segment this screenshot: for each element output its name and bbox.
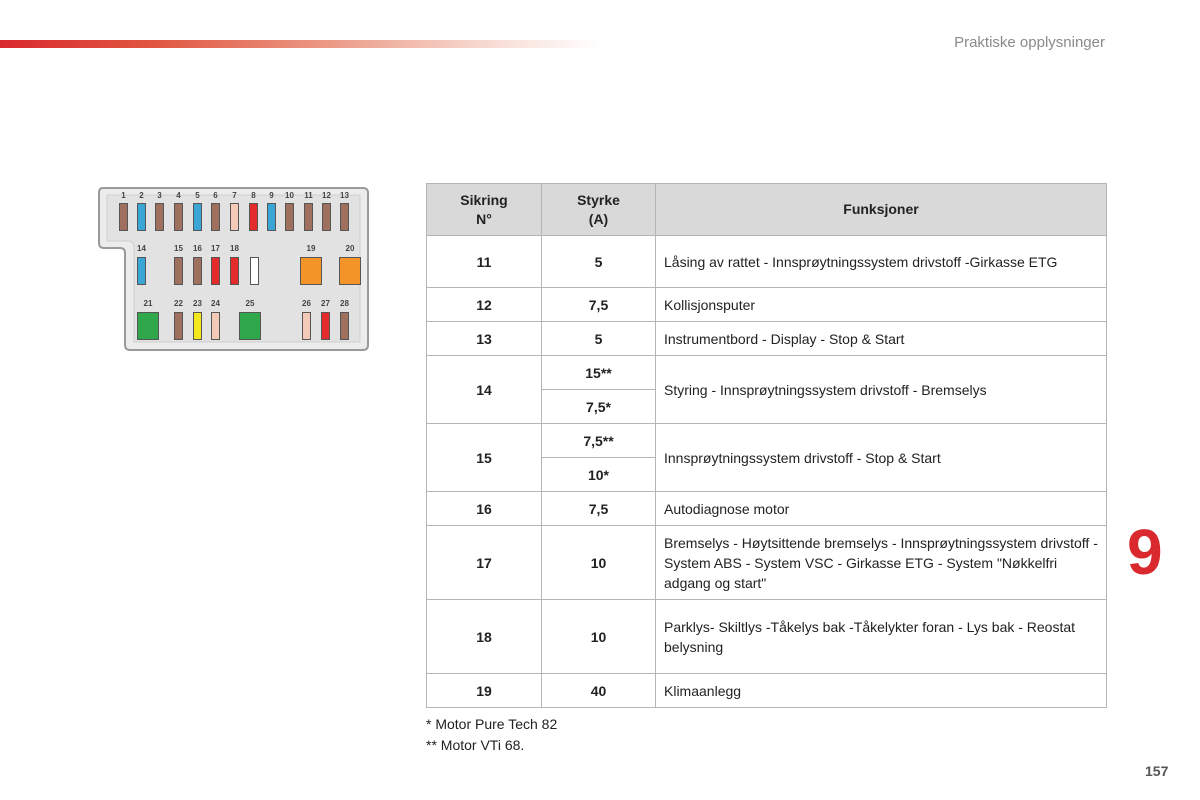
fuse-24 bbox=[211, 312, 220, 340]
fuse-13 bbox=[340, 203, 349, 231]
header-funksjoner bbox=[656, 184, 1107, 236]
fuse-14 bbox=[137, 257, 146, 285]
page-number: 157 bbox=[1145, 763, 1169, 779]
fuse-number: 16 bbox=[427, 492, 542, 526]
fuse-label-9: 9 bbox=[269, 191, 274, 200]
table-row bbox=[427, 322, 1107, 356]
fuse-label-6: 6 bbox=[213, 191, 218, 200]
fuse-label-19: 19 bbox=[306, 244, 316, 253]
fuse-label-27: 27 bbox=[321, 299, 330, 308]
chapter-number: 9 bbox=[1127, 516, 1163, 588]
fuse-label-18: 18 bbox=[230, 244, 239, 253]
header-accent-bar bbox=[0, 40, 600, 48]
fuse-amperage: 10 bbox=[542, 526, 656, 600]
fuse-label-4: 4 bbox=[176, 191, 181, 200]
footnote: ** Motor VTi 68. bbox=[426, 737, 525, 753]
fuse-label-22: 22 bbox=[174, 299, 183, 308]
fuse-label-5: 5 bbox=[195, 191, 200, 200]
fuse-6 bbox=[211, 203, 220, 231]
table-row bbox=[427, 600, 1107, 674]
fuse-11 bbox=[304, 203, 313, 231]
fuse-function: Autodiagnose motor bbox=[656, 492, 1107, 526]
fuse-label-16: 16 bbox=[193, 244, 202, 253]
fuse-number: 14 bbox=[427, 356, 542, 424]
fuse-amperage: 40 bbox=[542, 674, 656, 708]
fuse-function: Instrumentbord - Display - Stop & Start bbox=[656, 322, 1107, 356]
fuse-9 bbox=[267, 203, 276, 231]
header-funksjoner-label: Funksjoner bbox=[843, 201, 919, 217]
fuse-18 bbox=[230, 257, 239, 285]
fuse-label-28: 28 bbox=[340, 299, 349, 308]
fuse-label-1: 1 bbox=[121, 191, 126, 200]
fuse-3 bbox=[155, 203, 164, 231]
table-row bbox=[427, 236, 1107, 288]
table-row bbox=[427, 492, 1107, 526]
fuse-7 bbox=[230, 203, 239, 231]
fuse-amperage: 7,5 bbox=[542, 288, 656, 322]
fuse-label-24: 24 bbox=[211, 299, 220, 308]
fuse-2 bbox=[137, 203, 146, 231]
header-sikring bbox=[427, 184, 542, 236]
fuse-function: Styring - Innsprøytningssystem drivstoff - Bremselys bbox=[656, 356, 1107, 424]
fuse-1 bbox=[119, 203, 128, 231]
footnotes bbox=[426, 714, 557, 756]
fuse-27 bbox=[321, 312, 330, 340]
table-row bbox=[427, 526, 1107, 600]
fuse-12 bbox=[322, 203, 331, 231]
footnote: * Motor Pure Tech 82 bbox=[426, 716, 558, 732]
fuse-26 bbox=[302, 312, 311, 340]
fuse-25 bbox=[239, 312, 261, 340]
fuse-function: Låsing av rattet - Innsprøytningssystem drivstoff -Girkasse ETG bbox=[656, 236, 1107, 288]
table-row bbox=[427, 356, 1107, 390]
fuse-amperage: 5 bbox=[542, 236, 656, 288]
fuse-function: Parklys- Skiltlys -Tåkelys bak -Tåkelykter foran - Lys bak - Reostat belysning bbox=[656, 600, 1107, 674]
fuse-5 bbox=[193, 203, 202, 231]
fuse-blank bbox=[250, 257, 259, 285]
fuse-19 bbox=[300, 257, 322, 285]
fuse-function: Bremselys - Høytsittende bremselys - Innsprøytningssystem drivstoff - System ABS - System VSC - Girkasse ETG - System "Nøkkelfri adgang og start" bbox=[656, 526, 1107, 600]
fuse-10 bbox=[285, 203, 294, 231]
fuse-20 bbox=[339, 257, 361, 285]
fuse-label-8: 8 bbox=[251, 191, 256, 200]
fuse-box-diagram bbox=[97, 186, 371, 352]
fuse-4 bbox=[174, 203, 183, 231]
table-row bbox=[427, 674, 1107, 708]
header-styrke bbox=[542, 184, 656, 236]
table-header-row bbox=[427, 184, 1107, 236]
fuse-label-17: 17 bbox=[211, 244, 220, 253]
fuse-17 bbox=[211, 257, 220, 285]
fuse-number: 12 bbox=[427, 288, 542, 322]
fuse-amperage: 5 bbox=[542, 322, 656, 356]
fuse-amperage: 10 bbox=[542, 600, 656, 674]
fuse-label-26: 26 bbox=[302, 299, 311, 308]
fuse-function: Innsprøytningssystem drivstoff - Stop & Start bbox=[656, 424, 1107, 492]
table-row bbox=[427, 288, 1107, 322]
fuse-label-7: 7 bbox=[232, 191, 237, 200]
fuse-label-12: 12 bbox=[322, 191, 331, 200]
fuse-amperage: 10* bbox=[542, 458, 656, 492]
fuse-amperage: 7,5 bbox=[542, 492, 656, 526]
fuse-number: 13 bbox=[427, 322, 542, 356]
fuse-label-13: 13 bbox=[340, 191, 349, 200]
fuse-28 bbox=[340, 312, 349, 340]
header-sikring-label: Sikring N° bbox=[460, 191, 508, 227]
fuse-15 bbox=[174, 257, 183, 285]
fuse-21 bbox=[137, 312, 159, 340]
fuse-label-14: 14 bbox=[137, 244, 146, 253]
table-row bbox=[427, 424, 1107, 458]
header-styrke-label: Styrke (A) bbox=[577, 191, 620, 227]
section-title: Praktiske opplysninger bbox=[954, 34, 1105, 51]
fuse-number: 18 bbox=[427, 600, 542, 674]
fuse-label-15: 15 bbox=[174, 244, 183, 253]
fuse-number: 17 bbox=[427, 526, 542, 600]
fuse-label-2: 2 bbox=[139, 191, 144, 200]
fuse-label-23: 23 bbox=[193, 299, 202, 308]
fuse-number: 15 bbox=[427, 424, 542, 492]
fuse-label-3: 3 bbox=[157, 191, 162, 200]
fuse-number: 11 bbox=[427, 236, 542, 288]
fuse-8 bbox=[249, 203, 258, 231]
fuse-function: Klimaanlegg bbox=[656, 674, 1107, 708]
fuse-23 bbox=[193, 312, 202, 340]
fuse-label-21: 21 bbox=[143, 299, 153, 308]
fuse-22 bbox=[174, 312, 183, 340]
fuse-label-20: 20 bbox=[345, 244, 355, 253]
fuse-amperage: 15** bbox=[542, 356, 656, 390]
fuse-label-11: 11 bbox=[304, 191, 313, 200]
fuse-amperage: 7,5* bbox=[542, 390, 656, 424]
fuse-function: Kollisjonsputer bbox=[656, 288, 1107, 322]
fuse-table bbox=[426, 183, 1107, 708]
fuse-number: 19 bbox=[427, 674, 542, 708]
fuse-16 bbox=[193, 257, 202, 285]
fuse-label-10: 10 bbox=[285, 191, 294, 200]
fuse-amperage: 7,5** bbox=[542, 424, 656, 458]
fuse-label-25: 25 bbox=[245, 299, 255, 308]
